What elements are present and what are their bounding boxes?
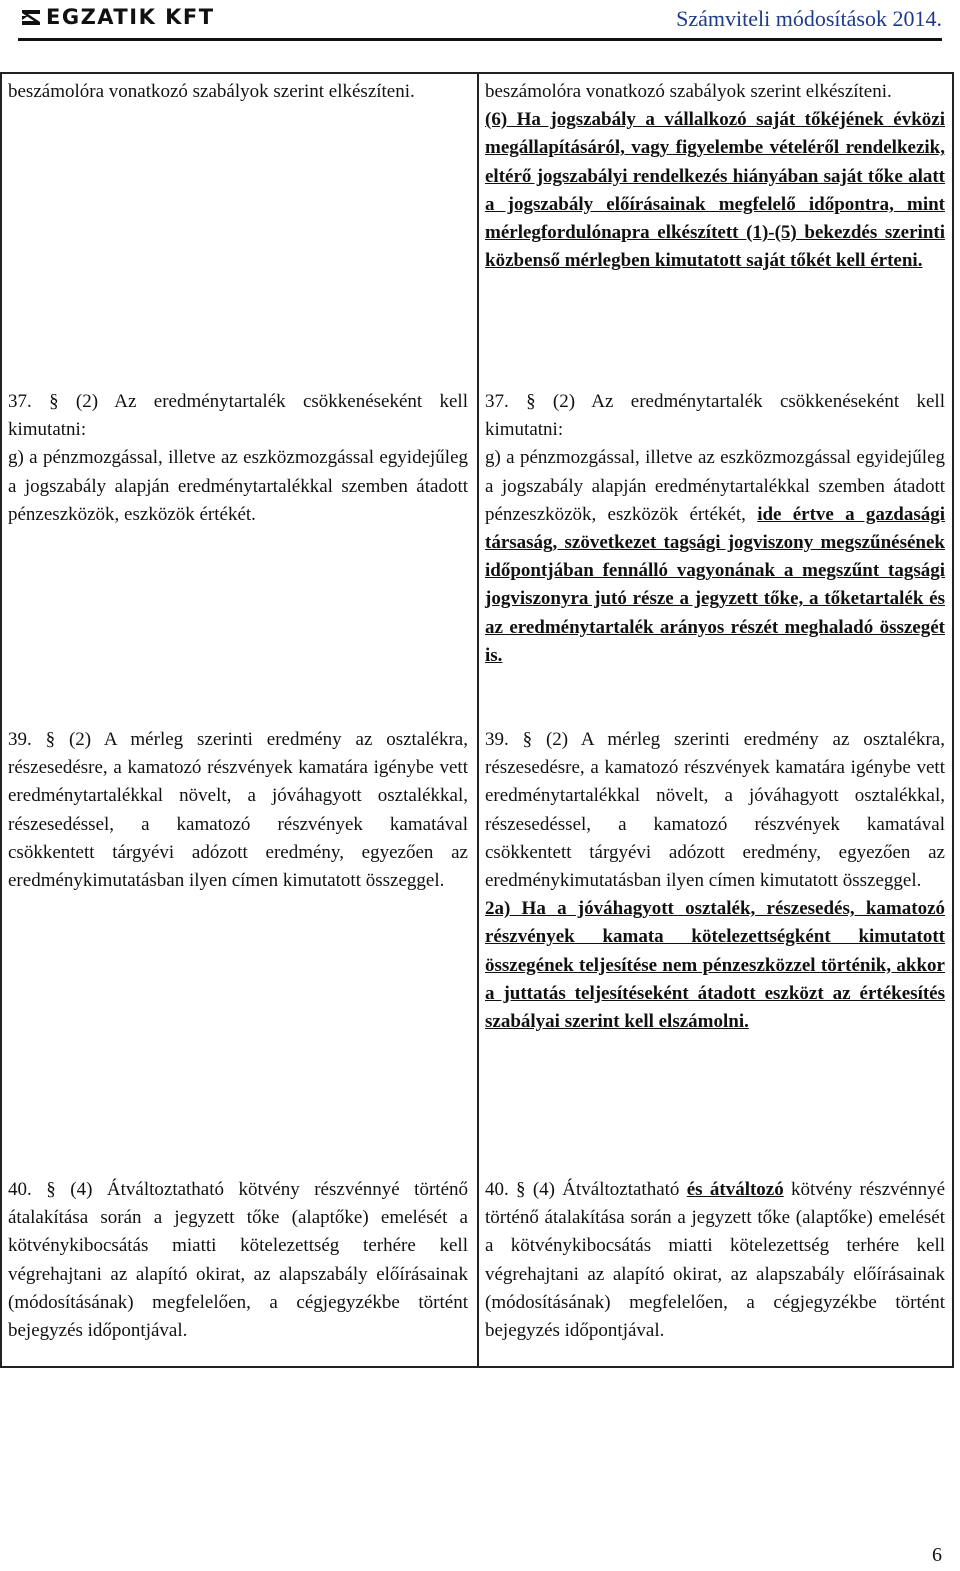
page-number: 6 <box>932 1544 942 1566</box>
right-s40-text <box>485 1176 945 1345</box>
left-section-39 <box>8 726 468 895</box>
right-intro-text: beszámolóra vonatkozó szabályok szerint elkészíteni. <box>485 81 892 102</box>
left-intro <box>8 78 468 106</box>
right-paragraph-6: (6) Ha jogszabály a vállalkozó saját tőkéjének évközi megállapításáról, vagy figyelembe vételéről rendelkezik, eltérő jogszabályi rendelkezés hiányában saját tőke alatt a jogszabály előírásainak megfelelő időpontra, mint mérlegfordulónapra elkészített (1)-(5) bekezdés szerinti közbenső mérlegben kimutatott saját tőkét kell érteni. <box>485 109 945 272</box>
right-section-40 <box>485 1176 945 1345</box>
right-s40-part-a: 40. § (4) Átváltoztatható <box>485 1179 687 1200</box>
column-divider <box>477 74 479 1366</box>
left-s37-heading: 37. § (2) Az eredménytartalék csökkenéseként kell kimutatni: <box>8 391 468 441</box>
right-s39-text: 39. § (2) A mérleg szerinti eredmény az osztalékra, részesedésre, a kamatozó részvények kamatára igénybe vett eredménytartalékkal növelt, a jóváhagyott osztalékkal, részesedéssel, a kamatozó részvények kamatával csökkentett tárgyévi adózott eredmény, egyezően az eredménykimutatásban ilyen címen kimutatott összeggel. <box>485 729 945 892</box>
right-s37-heading: 37. § (2) Az eredménytartalék csökkenéseként kell kimutatni: <box>485 391 945 441</box>
right-s39-2a-text: 2a) Ha a jóváhagyott osztalék, részesedés, kamatozó részvények kamata kötelezettségként kimutatott összegének teljesítése nem pénzeszközzel történik, akkor a juttatás teljesítéseként átadott eszközt az értékesítés szabályai szerint kell elszámolni. <box>485 898 945 1033</box>
left-s40-text: 40. § (4) Átváltoztatható kötvény részvénnyé történő átalakítása során a jegyzett tőke (alaptőke) emelését a kötvénykibocsátás miatti kötelezettség terhére kell végrehajtani az alapító okirat, az alapszabály előírásainak (módosításának) megfelelően, a cégjegyzékbe történt bejegyzés időpontjával. <box>8 1179 468 1342</box>
right-s40-inserted: és átváltozó <box>686 1179 784 1200</box>
comparison-table <box>0 72 954 1368</box>
right-section-39 <box>485 726 945 1036</box>
left-section-37 <box>8 388 468 529</box>
right-section-37 <box>485 388 945 670</box>
left-intro-text: beszámolóra vonatkozó szabályok szerint elkészíteni. <box>8 81 415 102</box>
left-s37-point-g: g) a pénzmozgással, illetve az eszközmozgással egyidejűleg a jogszabály alapján eredménytartalékkal szemben átadott pénzeszközök, eszközök értékét. <box>8 447 468 525</box>
company-logo <box>20 2 215 32</box>
page-header <box>0 0 960 42</box>
right-s37-added-text: ide értve a gazdasági társaság, szövetkezet tagsági jogviszony megszűnésének időpontjában fennálló vagyonának a megszűnt tagsági jogviszonyra jutó része a jegyzett tőke, a tőketartalék és az eredménytartalék arányos részét meghaladó összegét is. <box>485 503 946 666</box>
company-name: EGZATIK KFT <box>46 5 215 29</box>
document-title: Számviteli módosítások 2014. <box>676 6 942 31</box>
right-s40-part-b: kötvény részvénnyé történő átalakítása során a jegyzett tőke (alaptőke) emelését a kötvénykibocsátás miatti kötelezettség terhére kell végrehajtani az alapító okirat, az alapszabály előírásainak (módosításának) megfelelően, a cégjegyzékbe történt bejegyzés időpontjával. <box>485 1179 945 1342</box>
logo-icon <box>20 6 42 28</box>
right-s37-g-text: g) a pénzmozgással, illetve az eszközmozgással egyidejűleg a jogszabály alapján eredménytartalékkal szemben átadott pénzeszközök, eszközök értékét, <box>485 447 945 525</box>
left-s39-text: 39. § (2) A mérleg szerinti eredmény az osztalékra, részesedésre, a kamatozó részvények kamatára igénybe vett eredménytartalékkal növelt, a jóváhagyott osztalékkal, részesedéssel, a kamatozó részvények kamatával csökkentett tárgyévi adózott eredmény, egyezően az eredménykimutatásban ilyen címen kimutatott összeggel. <box>8 729 468 892</box>
right-s37-point-g <box>485 444 945 670</box>
left-section-40 <box>8 1176 468 1345</box>
right-intro <box>485 78 945 275</box>
header-divider <box>18 38 942 41</box>
